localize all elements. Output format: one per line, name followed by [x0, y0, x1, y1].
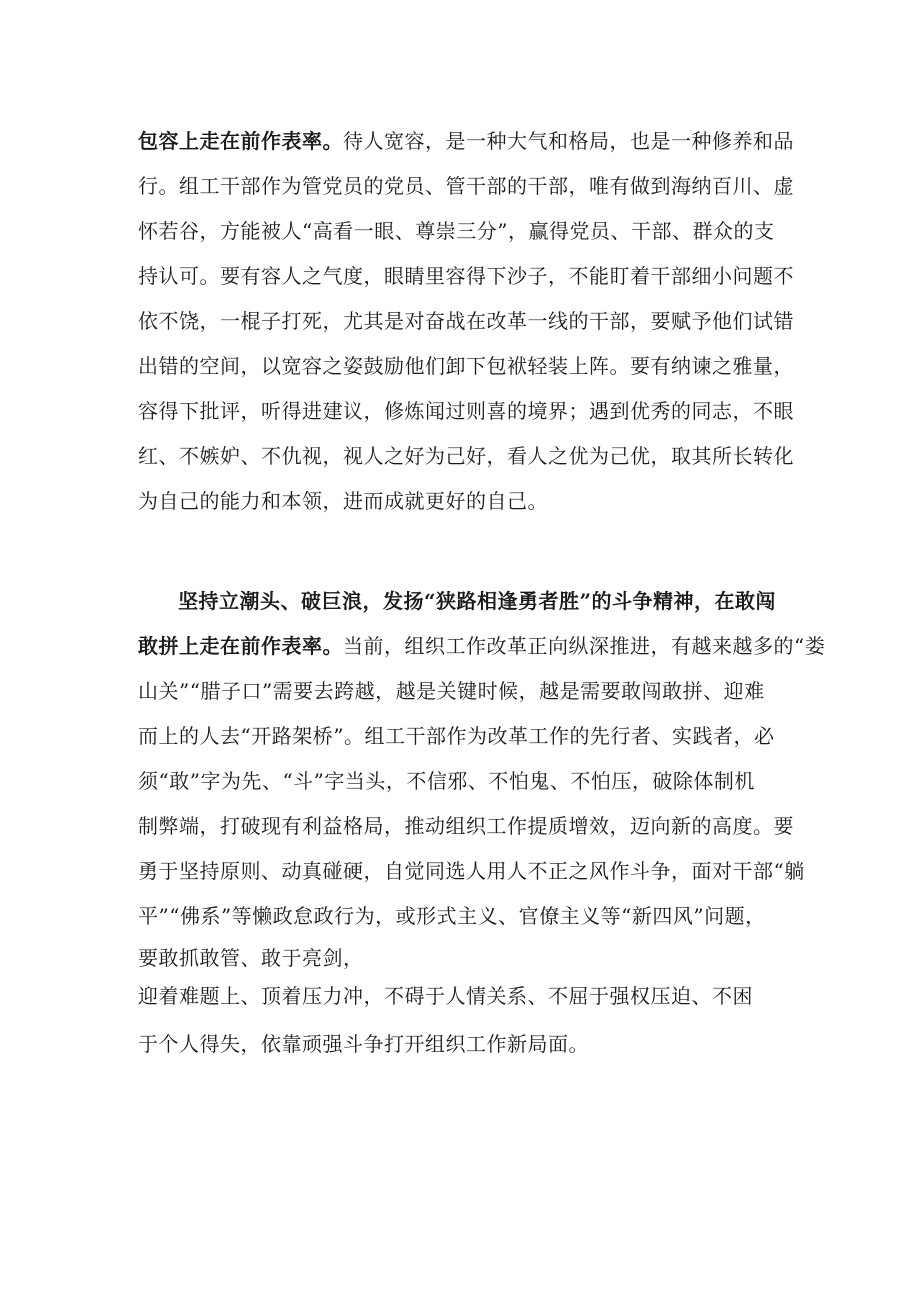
p1-line-1-text: 待人宽容，是一种大气和格局，也是一种修养和品: [343, 129, 794, 153]
p1-line-2: 行。组工干部作为管党员的党员、管干部的干部，唯有做到海纳百川、虚: [138, 174, 794, 198]
p1-line-7: 容得下批评，听得进建议，修炼闻过则喜的境界；遇到优秀的同志，不眼: [138, 399, 794, 423]
p2-line-8: 平”“佛系”等懒政怠政行为，或形式主义、官僚主义等“新四风”问题，: [138, 904, 766, 928]
p2-line-2-text: 当前，组织工作改革正向纵深推进，有越来越多的“娄: [343, 634, 826, 658]
p1-line-3: 怀若谷，方能被人“高看一眼、尊崇三分”，赢得党员、干部、群众的支: [138, 219, 775, 243]
p1-line-4: 持认可。要有容人之气度，眼睛里容得下沙子，不能盯着干部细小问题不: [138, 264, 794, 288]
p2-line-2: [138, 633, 826, 659]
p2-line-6: 制弊端，打破现有利益格局，推动组织工作提质增效，迈向新的高度。要: [138, 814, 794, 838]
p2-lead-heading-end: 敢拼上走在前作表率。: [138, 634, 343, 658]
p1-line-8: 红、不嫉妒、不仇视，视人之好为己好，看人之优为己优，取其所长转化: [138, 444, 794, 468]
p2-line-11: 于个人得失，依靠顽强斗争打开组织工作新局面。: [138, 1032, 589, 1056]
p2-line-4: 而上的人去“开路架桥”。组工干部作为改革工作的先行者、实践者，必: [138, 724, 775, 748]
p2-line-7: 勇于坚持原则、动真碰硬，自觉同选人用人不正之风作斗争，面对干部“躺: [138, 859, 805, 883]
p1-line-6: 出错的空间，以宽容之姿鼓励他们卸下包袱轻装上阵。要有纳谏之雅量，: [138, 354, 794, 378]
p1-lead-heading: 包容上走在前作表率。: [138, 129, 343, 153]
p1-line-1: [138, 128, 798, 154]
p2-line-9: 要敢抓敢管、敢于亮剑，: [138, 946, 364, 970]
p2-line-5: 须“敢”字为先、“斗”字当头，不信邪、不怕鬼、不怕压，破除体制机: [138, 769, 755, 793]
p2-lead-heading: 坚持立潮头、破巨浪，发扬“狭路相逢勇者胜”的斗争精神，在敢闯: [178, 589, 777, 613]
p1-line-5: 依不饶，一棍子打死，尤其是对奋战在改革一线的干部，要赋予他们试错: [138, 309, 794, 333]
p2-line-10: 迎着难题上、顶着压力冲，不碍于人情关系、不屈于强权压迫、不困: [138, 984, 753, 1008]
p1-line-9: 为自己的能力和本领，进而成就更好的自己。: [138, 489, 548, 513]
p2-line-3: 山关”“腊子口”需要去跨越，越是关键时候，越是需要敢闯敢拼、迎难: [138, 679, 765, 703]
